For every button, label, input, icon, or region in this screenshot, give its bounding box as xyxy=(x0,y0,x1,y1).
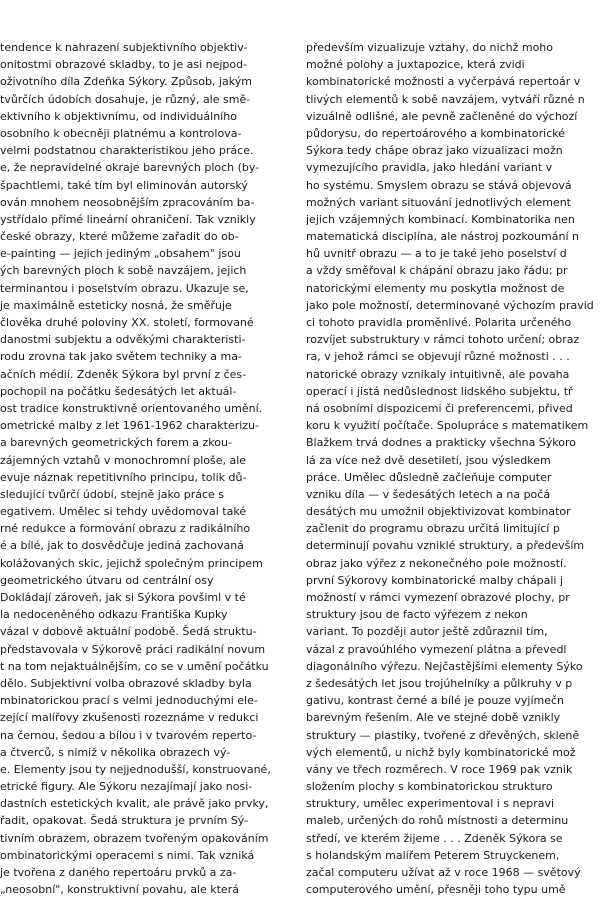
text-line: tendence k nahrazení subjektivního objektiv- xyxy=(0,41,248,54)
text-line: rné redukce a formování obrazu z radikálního xyxy=(0,522,251,536)
text-line: ra, v jehož rámci se objevují různé možnosti . . . xyxy=(306,350,570,364)
text-line: špachtlemi, také tím byl eliminován autorský xyxy=(0,178,248,192)
text-line: Blažkem trvá dodnes a prakticky všechna Sýkoro xyxy=(306,436,577,450)
text-line: lá za více než dvě desetiletí, jsou výsledkem xyxy=(306,453,551,467)
text-line: s holandským malířem Peterem Struyckenem, xyxy=(306,848,560,862)
text-line: představovala v Sýkorově práci radikální novum xyxy=(0,642,266,656)
text-line: kolážovaných skic, jejichž společným principem xyxy=(0,556,263,570)
text-line: tivním obrazem, obrazem tvořeným opakováním xyxy=(0,831,269,845)
text-line: ho systému. Smyslem obrazu se stává objevová xyxy=(306,178,572,192)
text-line: dělo. Subjektivní volba obrazové skladby byla xyxy=(0,676,252,690)
text-line: možností v rámci vymezení obrazové plochy, pr xyxy=(306,591,570,604)
text-line: geometrického útvaru od centrální osy xyxy=(0,573,214,587)
text-line: computerového umění, přesněji toho typu umě xyxy=(306,883,566,897)
text-line: ná osobními dispozicemi či preferencemi, přived xyxy=(306,401,573,415)
text-line: struktury, umělec experimentoval i s nepravi xyxy=(306,797,555,811)
text-line: e. Elementy jsou ty nejjednodušší, konstruované, xyxy=(0,762,271,776)
text-line: jako pole možností, determinované výchozím pravid xyxy=(306,298,594,312)
text-line: začlenit do programu obrazu určitá limitující p xyxy=(306,522,560,536)
text-line: zájemných vztahů v monochromní ploše, ale xyxy=(0,453,247,467)
text-line: ých barevných ploch k sobě navzájem, jejich xyxy=(0,264,247,278)
text-line: terminantou i poselstvím obrazu. Ukazuje se, xyxy=(0,281,249,295)
text-line: možných variant situování jednotlivých element xyxy=(306,195,571,209)
text-line: především vizualizuje vztahy, do nichž moho xyxy=(306,41,554,54)
text-line: ci tohoto pravidla proměnlivé. Polarita určeného xyxy=(306,316,572,329)
text-line: řadit, opakovat. Šedá struktura je prvním Sý- xyxy=(0,814,249,828)
text-line: osobního k obecněji platnému a kontrolova- xyxy=(0,126,242,140)
text-line: tvůrčích údobích dosahuje, je různý, ale smě- xyxy=(0,92,251,106)
text-line: onitostmi obrazové skladby, to je asi nejpod- xyxy=(0,58,248,72)
text-line: struktury — plastiky, tvořené z dřevěných, skleně xyxy=(306,728,580,742)
text-line: obraz jako výřez z nekonečného pole možností. xyxy=(306,556,567,570)
text-line: mbinatorickou prací s velmi jednoduchými ele- xyxy=(0,694,258,708)
text-line: diagonálního výřezu. Nejčastějšími elementy Sýko xyxy=(306,659,583,673)
text-line: a barevných geometrických forem a zkou- xyxy=(0,436,232,450)
text-line: gativu, kontrast černé a bílé je pouze vyjímečn xyxy=(306,694,565,708)
text-line: matematická disciplína, ale nástroj pozkoumání n xyxy=(306,230,579,244)
text-line: variant. To později autor ještě zdůraznil tím, xyxy=(306,625,548,639)
text-line: rodu zrovna tak jako světem techniky a ma- xyxy=(0,350,242,364)
text-line: pochopil na počátku šedesátých let aktuál- xyxy=(0,384,237,398)
text-line: danostmi subjektu a odvěkými charakteristi- xyxy=(0,333,246,347)
text-line: vizuálně odlišné, ale pevně začleněné do výchozí xyxy=(306,109,578,123)
text-line: jejich vzájemných kombinací. Kombinatorika nen xyxy=(306,212,575,226)
text-line: operací i jistá nedůslednost lidského subjektu, tř xyxy=(306,384,573,398)
text-line: práce. Umělec důsledně začleňuje computer xyxy=(306,470,552,484)
text-line: oživotního díla Zdeňka Sýkory. Způsob, jakým xyxy=(0,75,252,89)
text-line: ometrické malby z let 1961-1962 charakterizu- xyxy=(0,419,260,433)
text-line: ektivního k objektivnímu, od individuálního xyxy=(0,109,237,123)
text-line: dastních estetických kvalit, ale právě jako prvky, xyxy=(0,797,269,811)
text-line: desátých mu umožnil objektivizovat kombinator xyxy=(306,505,571,519)
text-line: začal computeru užívat až v roce 1968 — světový xyxy=(306,866,581,879)
text-line: vzniku díla — v šedesátých letech a na počá xyxy=(306,487,551,501)
text-line: české obrazy, které můžeme zařadit do ob- xyxy=(0,230,239,244)
text-line: člověka druhé poloviny XX. století, formované xyxy=(0,316,254,329)
text-line: vázal v dobově aktuální podobě. Šedá struktu- xyxy=(0,625,257,639)
text-line: první Sýkorovy kombinatorické malby chápali j xyxy=(306,573,564,587)
text-line: zející malířovy zkušenosti rozeznáme v redukci xyxy=(0,711,259,725)
text-line: struktury jsou de facto výřezem z nekon xyxy=(306,608,528,622)
text-line: Sýkora tedy chápe obraz jako vizualizaci možn xyxy=(306,144,563,158)
text-line: vých elementů, u nichž byly kombinatorické mož xyxy=(306,745,576,759)
text-line: koru k využití počítače. Spolupráce s matematikem xyxy=(306,419,589,433)
text-line: sledující tvůrčí údobí, stejně jako práce s xyxy=(0,487,225,501)
text-line: hů uvnitř obrazu — a to je také jeho poselství d xyxy=(306,247,567,261)
text-line: z šedesátých let jsou trojúhelníky a půlkruhy v p xyxy=(306,676,573,690)
text-line: ystřídalo přímé lineární ohraničení. Tak vznikly xyxy=(0,212,256,226)
text-line: e-painting — jejich jediným „obsahem" jsou xyxy=(0,247,241,261)
text-line: la nedoceněného odkazu Františka Kupky xyxy=(0,608,228,622)
text-line: natorickými elementy mu poskytla možnost de xyxy=(306,281,565,295)
text-line: natorické obrazy vznikaly intuitivně, ale povaha xyxy=(306,367,570,381)
text-line: Dokládají zároveň, jak si Sýkora povšiml v té xyxy=(0,591,246,604)
text-line: možné polohy a juxtapozice, která zvidi xyxy=(306,58,525,72)
text-line: ován mnohem neosobnějším zpracováním ba- xyxy=(0,195,255,209)
text-line: a čtverců, s nimiž v několika obrazech vý- xyxy=(0,745,231,759)
text-line: ačních médií. Zdeněk Sýkora byl první z čes- xyxy=(0,367,247,381)
text-line: kombinatorické možnosti a vyčerpává repertoár v xyxy=(306,75,581,89)
text-line: je tvořena z daného repertoáru prvků a za- xyxy=(0,866,237,879)
text-line: velmi podstatnou charakteristikou jeho práce. xyxy=(0,144,254,158)
text-line: evuje náznak repetitivního principu, tolik dů- xyxy=(0,470,247,484)
text-line: složením plochy s kombinatorickou strukturo xyxy=(306,780,553,794)
text-line: vázal z pravoúhlého vymezení plátna a převedl xyxy=(306,642,567,656)
text-line: vány ve třech rozměrech. V roce 1969 pak vznik xyxy=(306,762,573,776)
text-line: egativem. Umělec si tehdy uvědomoval také xyxy=(0,505,247,519)
text-line: ombinatorickými operacemi s nimi. Tak vzniká xyxy=(0,848,255,862)
text-line: vymezujícího pravidla, jako hledání variant v xyxy=(306,161,553,175)
text-line: t na tom nejaktuálnějším, co se v umění počátku xyxy=(0,659,269,673)
text-line: ost tradice konstruktivně orientovaného umění. xyxy=(0,401,263,415)
text-line: maleb, určených do rohů místnosti a determinu xyxy=(306,814,569,828)
right-text-column xyxy=(306,39,600,898)
text-line: etrické figury. Ale Sýkoru nezajímají jako nosi- xyxy=(0,780,253,794)
left-text-column xyxy=(0,39,286,898)
text-line: e, že nepravidelné okraje barevných ploch (by- xyxy=(0,161,260,175)
text-line: je maximálně esteticky nosná, že směřuje xyxy=(0,298,232,312)
text-line: středí, ve kterém žijeme . . . Zdeněk Sýkora se xyxy=(306,831,563,845)
text-line: barevným řešením. Ale ve stejné době vznikly xyxy=(306,711,561,725)
text-line: determinují povahu vzniklé struktury, a především xyxy=(306,539,585,553)
text-line: půdorysu, do repertoárového a kombinatorické xyxy=(306,126,566,140)
text-line: na černou, šedou a bílou i v tvarovém reperto- xyxy=(0,728,257,742)
text-line: „neosobní", konstruktivní povahu, ale která xyxy=(0,883,239,897)
text-line: rozvíjet substruktury v rámci tohoto určení; obraz xyxy=(306,333,580,347)
text-line: é a bílé, jak to dosvědčuje jediná zachovaná xyxy=(0,539,244,553)
text-line: a vždy směřoval k chápání obrazu jako řádu; pr xyxy=(306,264,568,278)
text-line: tlivých elementů k sobě navzájem, vytváří různé n xyxy=(306,92,585,106)
